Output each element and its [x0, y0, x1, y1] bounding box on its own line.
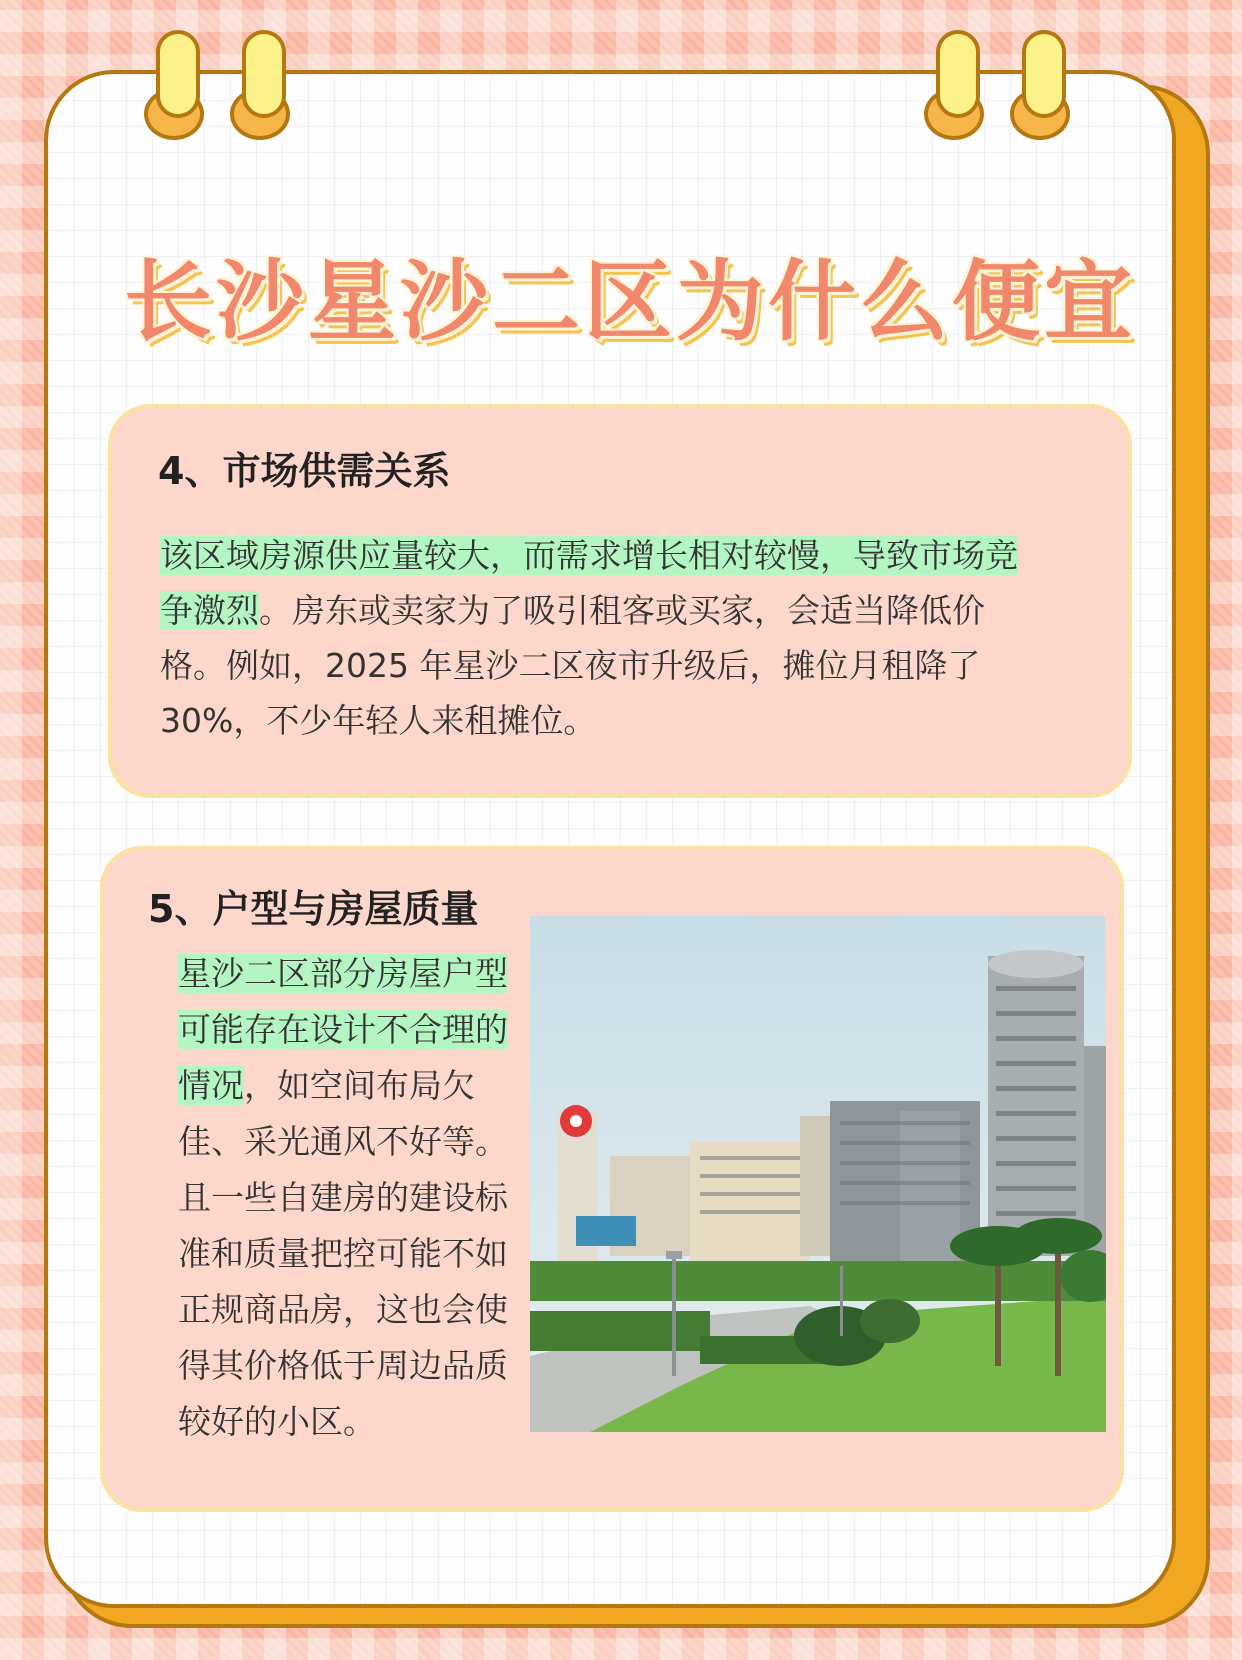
binder-ring-icon	[242, 30, 286, 126]
section-heading-supply-demand: 4、市场供需关系	[158, 449, 451, 493]
section-body-layout-quality	[178, 946, 508, 1450]
section-body-supply-demand	[160, 528, 1040, 748]
page-title: 长沙星沙二区为什么便宜	[123, 250, 1136, 353]
binder-ring-icon	[1022, 30, 1066, 126]
highlighted-text: 星沙二区部分房屋户型可能存在设计不合理的情况	[178, 954, 508, 1105]
body-text: ，如空间布局欠佳、采光通风不好等。且一些自建房的建设标准和质量把控可能不如正规商品房，这也会使得其价格低于周边品质较好的小区。	[178, 1066, 508, 1441]
body-text: 。房东或卖家为了吸引租客或买家，会适当降低价格。例如，2025 年星沙二区夜市升级后，摊位月租降了 30%，不少年轻人来租摊位。	[160, 591, 985, 740]
section-heading-layout-quality: 5、户型与房屋质量	[148, 887, 479, 931]
district-photo	[530, 916, 1106, 1432]
binder-ring-icon	[156, 30, 200, 126]
highlighted-text: 该区域房源供应量较大，而需求增长相对较慢，导致市场竞争激烈	[160, 536, 1018, 630]
binder-ring-icon	[936, 30, 980, 126]
